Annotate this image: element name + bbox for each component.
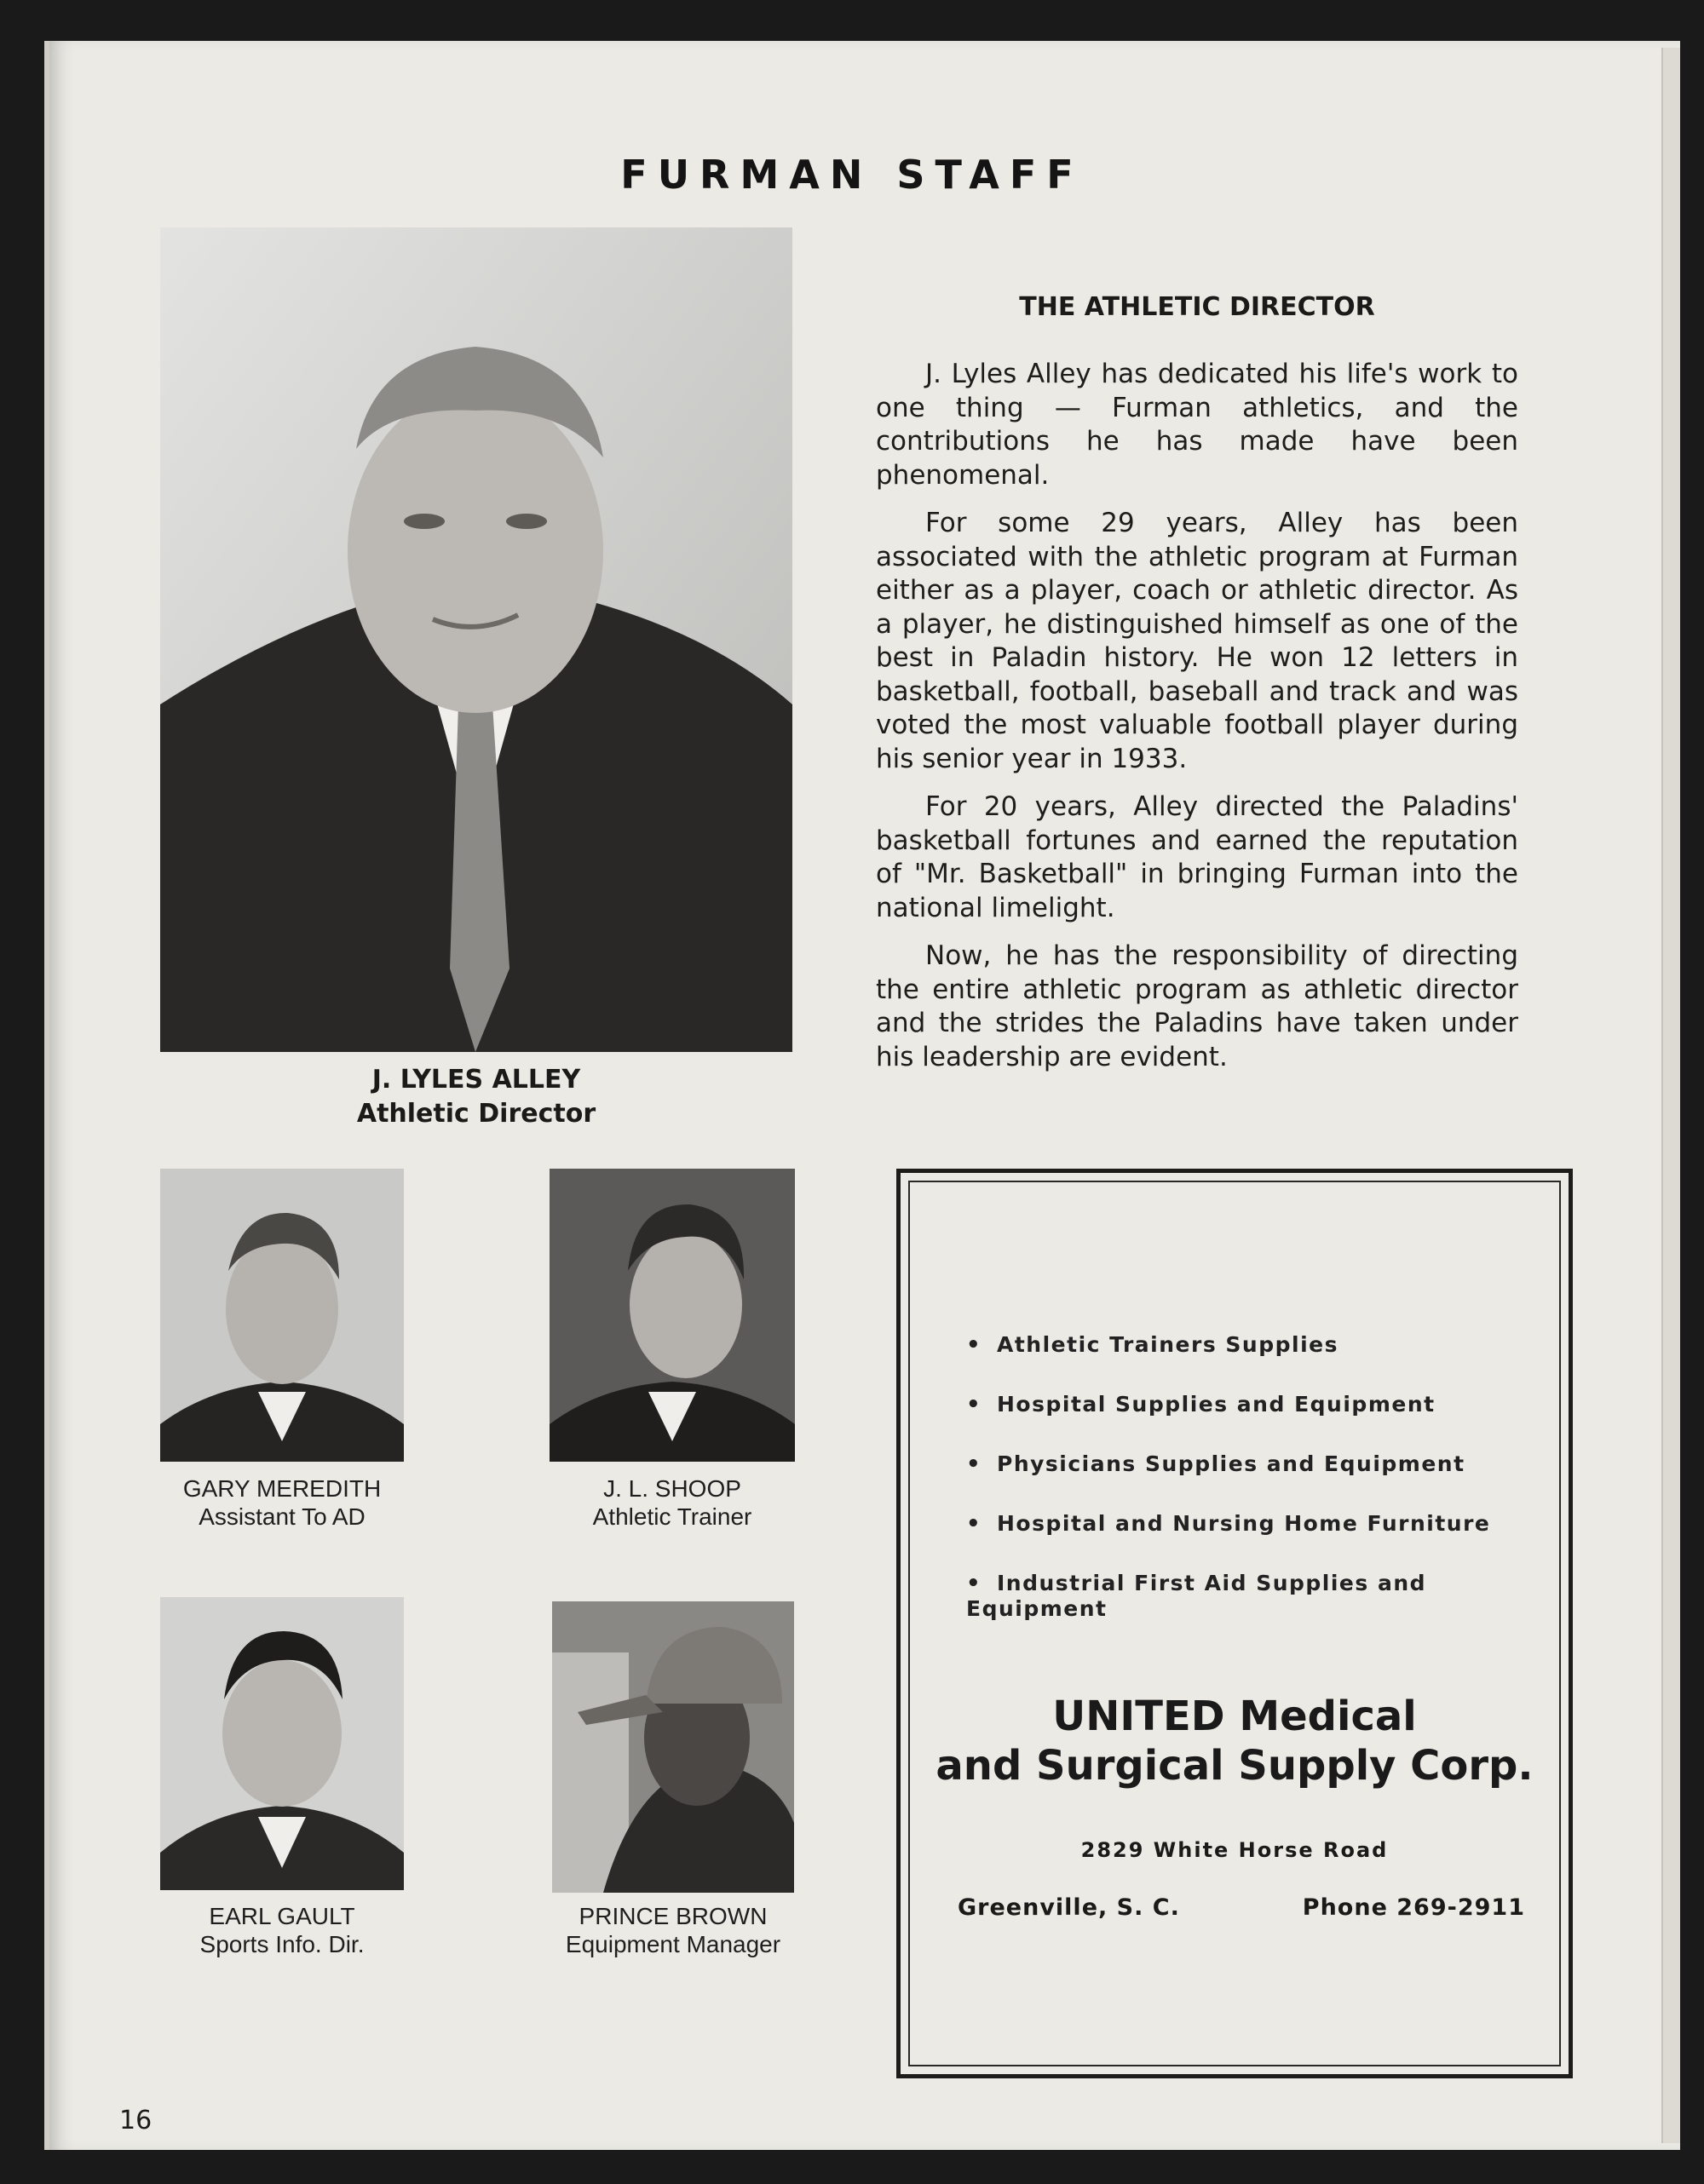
staff-caption-brown bbox=[537, 1902, 809, 1958]
page-number: 16 bbox=[119, 2106, 153, 2135]
article-paragraph: J. Lyles Alley has dedicated his life's work to one thing — Furman athletics, and the contributions he has made have been phenomenal. bbox=[876, 359, 1518, 491]
advertisement-inner-border bbox=[908, 1181, 1561, 2066]
staff-role: Assistant To AD bbox=[199, 1503, 366, 1530]
bullet-icon: • bbox=[966, 1511, 982, 1537]
staff-caption-meredith bbox=[160, 1474, 404, 1531]
advertisement-list bbox=[966, 1332, 1559, 1630]
staff-photo-gault bbox=[160, 1597, 404, 1890]
staff-role: Equipment Manager bbox=[565, 1931, 781, 1957]
bullet-icon: • bbox=[966, 1392, 982, 1417]
list-item: • Athletic Trainers Supplies bbox=[966, 1332, 1338, 1358]
article-body bbox=[876, 358, 1518, 1089]
bullet-icon: • bbox=[966, 1451, 982, 1477]
company-name: UNITED Medical and Surgical Supply Corp. bbox=[935, 1693, 1534, 1790]
bullet-icon: • bbox=[966, 1332, 982, 1358]
athletic-director-name: J. LYLES ALLEY bbox=[371, 1065, 581, 1095]
staff-role: Sports Info. Dir. bbox=[199, 1931, 365, 1957]
list-item: • Hospital Supplies and Equipment bbox=[966, 1392, 1436, 1417]
staff-caption-shoop bbox=[550, 1474, 795, 1531]
athletic-director-caption bbox=[160, 1063, 792, 1131]
company-city: Greenville, S. C. bbox=[958, 1894, 1180, 1921]
athletic-director-role: Athletic Director bbox=[356, 1099, 596, 1129]
bullet-icon: • bbox=[966, 1571, 982, 1596]
staff-name: PRINCE BROWN bbox=[579, 1903, 768, 1929]
page-edge bbox=[1661, 48, 1680, 2143]
staff-name: GARY MEREDITH bbox=[182, 1475, 382, 1502]
list-item: • Physicians Supplies and Equipment bbox=[966, 1451, 1465, 1477]
company-phone: Phone 269-2911 bbox=[1302, 1894, 1525, 1921]
staff-role: Athletic Trainer bbox=[592, 1503, 752, 1530]
company-address: 2829 White Horse Road bbox=[1080, 1838, 1389, 1862]
staff-caption-gault bbox=[160, 1902, 404, 1958]
athletic-director-photo bbox=[160, 227, 792, 1052]
article-heading: THE ATHLETIC DIRECTOR bbox=[1019, 292, 1375, 322]
list-item: • Hospital and Nursing Home Furniture bbox=[966, 1511, 1491, 1537]
page-title: FURMAN STAFF bbox=[620, 152, 1084, 198]
article-paragraph: For 20 years, Alley directed the Paladins' basketball fortunes and earned the reputation of "Mr. Basketball" in bringing Furman into the national limelight. bbox=[876, 791, 1518, 923]
staff-name: EARL GAULT bbox=[209, 1903, 355, 1929]
advertisement-box bbox=[896, 1169, 1573, 2078]
staff-photo-shoop bbox=[550, 1169, 795, 1462]
staff-photo-meredith bbox=[160, 1169, 404, 1462]
staff-photo-brown bbox=[552, 1601, 794, 1893]
article-paragraph: Now, he has the responsibility of directing the entire athletic program as athletic director and the strides the Paladins have taken under his leadership are evident. bbox=[876, 940, 1518, 1072]
article-paragraph: For some 29 years, Alley has been associated with the athletic program at Furman either as a player, coach or athletic director. As a player, he distinguished himself as one of the best in Paladin history. He won 12 letters in basketball, football, baseball and track and was voted the most valuable football player during his senior year in 1933. bbox=[876, 508, 1518, 774]
list-item: • Industrial First Aid Supplies and Equipment bbox=[966, 1571, 1427, 1621]
staff-name: J. L. SHOOP bbox=[603, 1475, 741, 1502]
